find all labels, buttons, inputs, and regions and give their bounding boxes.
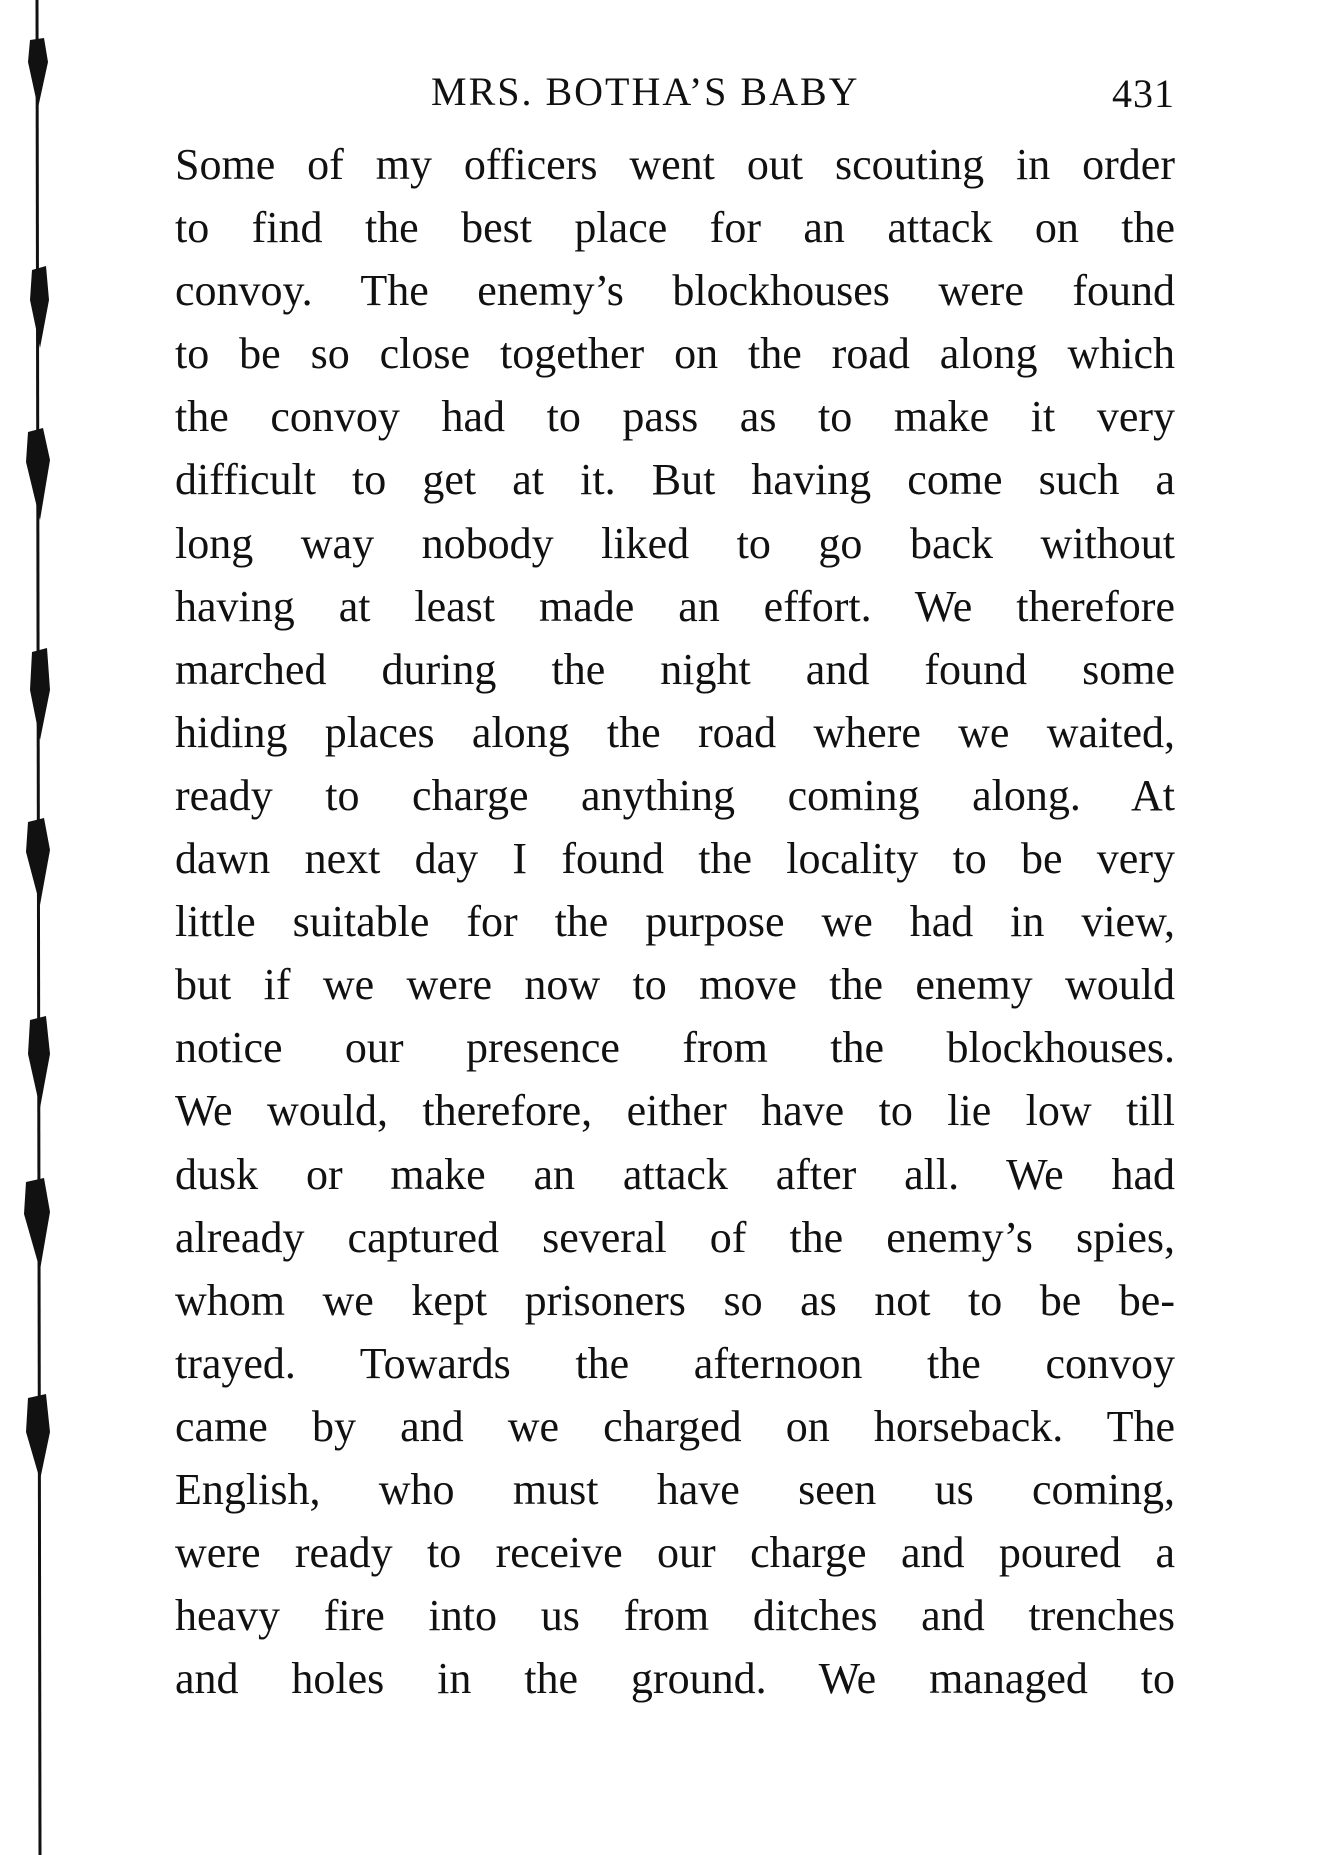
text-line: heavy fire into us from ditches and trenches: [175, 1591, 1175, 1641]
text-line: whom we kept prisoners so as not to be be-: [175, 1275, 1175, 1325]
text-line: the convoy had to pass as to make it very: [175, 392, 1175, 442]
text-line: difficult to get at it. But having come such a: [175, 455, 1175, 505]
text-line: Some of my officers went out scouting in order: [175, 140, 1175, 189]
text-line: convoy. The enemy’s blockhouses were found: [175, 266, 1175, 316]
text-line: long way nobody liked to go back without: [175, 518, 1175, 568]
page-number: 431: [1112, 71, 1175, 116]
text-line: dawn next day I found the locality to be very: [175, 834, 1175, 884]
text-line: dusk or make an attack after all. We had: [175, 1149, 1175, 1199]
text-line: English, who must have seen us coming,: [175, 1464, 1175, 1514]
text-line: ready to charge anything coming along. At: [175, 770, 1175, 820]
body-text: [175, 133, 1175, 1710]
text-line: little suitable for the purpose we had in view,: [175, 897, 1175, 947]
binding-edge-ornament: [0, 0, 80, 1855]
text-line: trayed. Towards the afternoon the convoy: [175, 1338, 1175, 1388]
text-line: were ready to receive our charge and poured a: [175, 1528, 1175, 1578]
running-title: MRS. BOTHA’S BABY: [431, 69, 860, 114]
text-line: already captured several of the enemy’s spies,: [175, 1212, 1175, 1262]
text-line: marched during the night and found some: [175, 644, 1175, 694]
text-line: We would, therefore, either have to lie low till: [175, 1086, 1175, 1136]
text-line: but if we were now to move the enemy would: [175, 960, 1175, 1010]
text-line: and holes in the ground. We managed to: [175, 1654, 1175, 1704]
text-line: notice our presence from the blockhouses.: [175, 1023, 1175, 1073]
text-line: hiding places along the road where we waited,: [175, 707, 1175, 757]
text-line: having at least made an effort. We therefore: [175, 581, 1175, 631]
text-line: came by and we charged on horseback. The: [175, 1401, 1175, 1451]
text-line: to be so close together on the road along which: [175, 329, 1175, 379]
text-line: to find the best place for an attack on the: [175, 203, 1175, 253]
page-header: [175, 62, 1175, 122]
